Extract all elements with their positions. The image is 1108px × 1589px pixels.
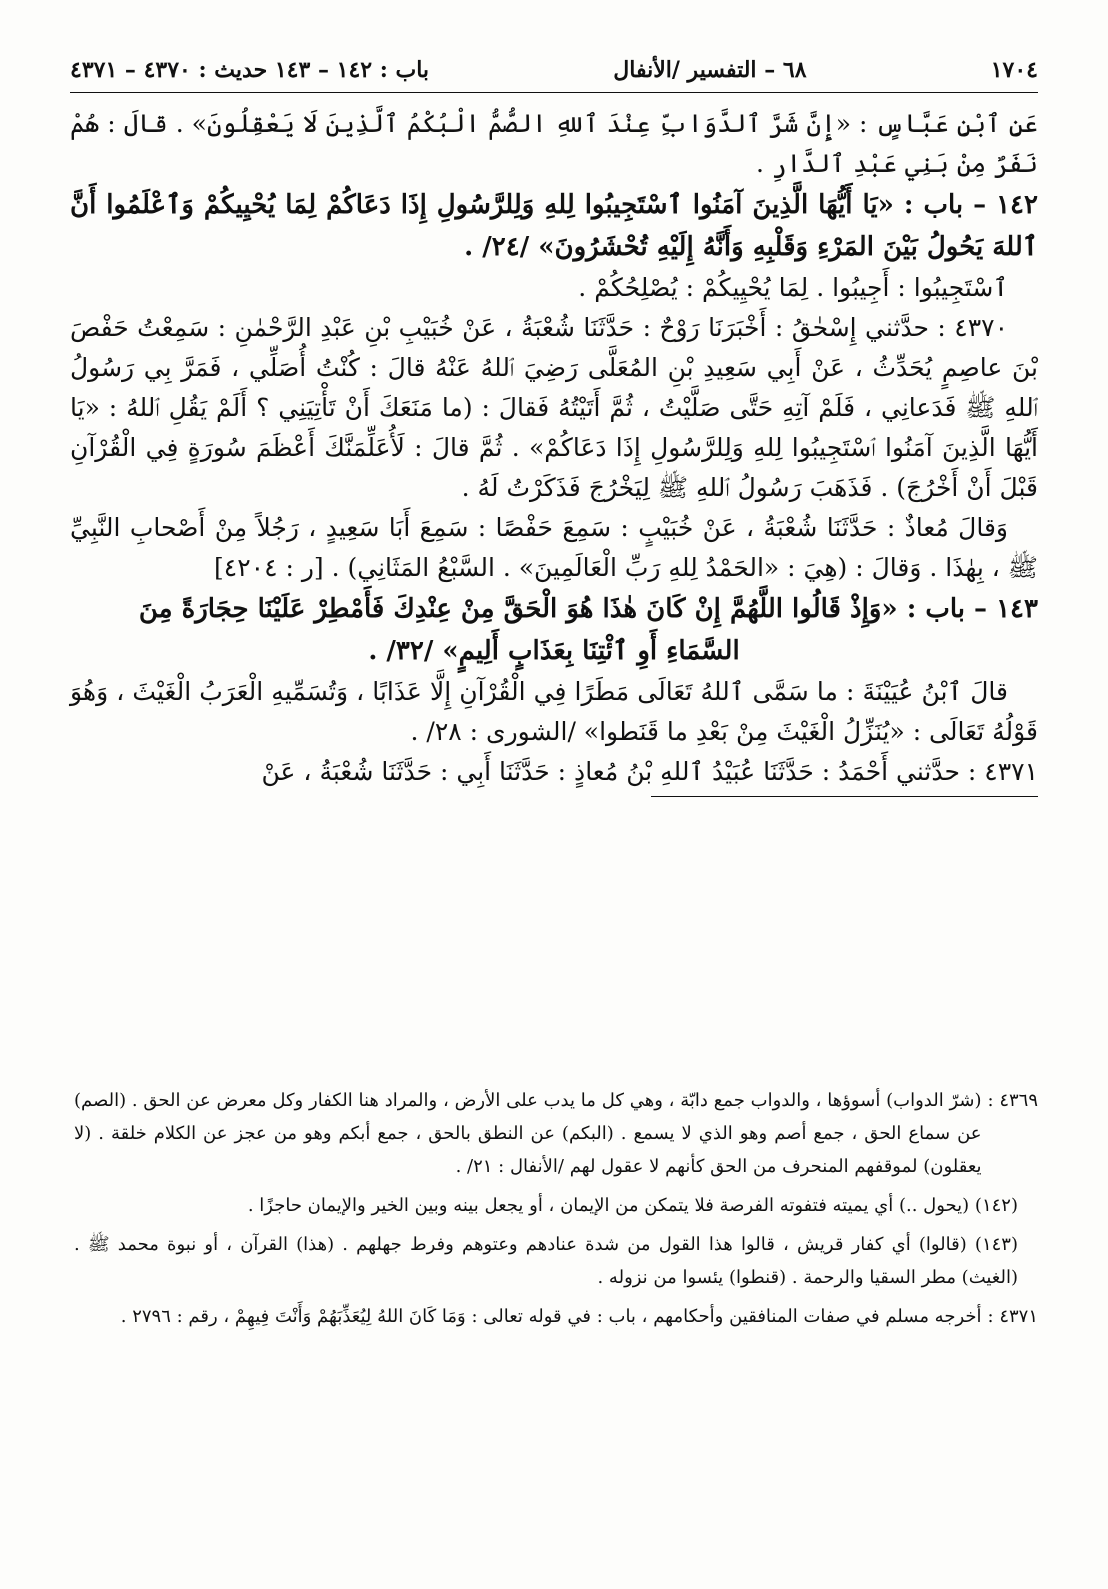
section-reference: باب : ١٤٢ – ١٤٣ حديث : ٤٣٧٠ – ٤٣٧١ [70,57,430,83]
page-number: ١٧٠٤ [990,57,1038,83]
chapter-title: ٦٨ – التفسير /الأنفال [613,57,807,83]
footnote-text: (١٤٢) (يحول ..) أي يميته فتفوته الفرصة فلا يتمكن من الإيمان ، أو يجعل بينه وبين الخير والإيمان حاجزًا . [247,1195,1018,1216]
footnote-text: أخرجه مسلم في صفات المنافقين وأحكامهم ، باب : في قوله تعالى : وَمَا كَانَ اللهُ لِيُعَذِّبَهُمْ وَأَنْتَ فِيهِمْ ، رقم : ٢٧٩٦ . [120,1306,982,1327]
chapter-143-line-1: ١٤٣ – باب : «وَإِذْ قَالُوا اللَّهُمَّ إِنْ كَانَ هٰذَا هُوَ الْحَقَّ مِنْ عِنْدِكَ فَأَمْطِرْ عَلَيْنَا حِجَارَةً مِنَ [138,594,1038,624]
footnote-number: ٤٣٦٩ : [987,1090,1038,1111]
paragraph-definition: ٱسْتَجِيبُوا : أَجِيبُوا . لِمَا يُحْيِيكُمْ : يُصْلِحُكُمْ . [578,273,1008,302]
paragraph-muadh: وَقالَ مُعاذٌ : حَدَّثَنَا شُعْبَةُ ، عَنْ خُبَيْبٍ : سَمِعَ حَفْصًا : سَمِعَ أَبَا سَعِيدٍ ، رَجُلاً مِنْ أَصْحابِ النَّبِيِّ ﷺ ، بِهٰذَا . وَقالَ : (هِيَ : «الحَمْدُ لِلهِ رَبِّ الْعَالَمِينَ» . السَّبْعُ المَثَانِي) . [ر : ٤٢٠٤] [70,513,1038,582]
footnote-text: (١٤٣) (قالوا) أي كفار قريش ، قالوا هذا القول من شدة عنادهم وعتوهم وفرط جهلهم . (هذا) القرآن ، أو نبوة محمد ﷺ . (الغيث) مطر السقيا والرحمة . (قنطوا) يئسوا من نزوله . [74,1234,1018,1288]
footnote-143 [74,1228,1038,1294]
footnote-number: ٤٣٧١ : [987,1306,1038,1327]
paragraph-ibn-abbas: عَنِ ٱبْنِ عَبَّاسٍ : «إِنَّ شَرَّ ٱلدَّوَابِّ عِنْدَ ٱللهِ الصُّمُّ الْبُكْمُ ٱلَّذِينَ لَا يَعْقِلُونَ» . قالَ : هُمْ نَفَرٌ مِنْ بَنِي عَبْدِ ٱلدَّارِ . [70,109,1038,178]
footnote-4369 [74,1084,1038,1183]
chapter-142-heading [70,184,1038,268]
footnote-142 [74,1189,1038,1222]
page-header [70,48,1038,93]
chapter-143-heading [70,588,1038,672]
chapter-142-text: ١٤٢ – باب : «يَا أَيُّهَا الَّذِينَ آمَنُوا ٱسْتَجِيبُوا لِلهِ وَلِلرَّسُولِ إِذَا دَعَاكُمْ لِمَا يُحْيِيكُمْ وَٱعْلَمُوا أَنَّ ٱللهَ يَحُولُ بَيْنَ المَرْءِ وَقَلْبِهِ وَأَنَّهُ إِلَيْهِ تُحْشَرُونَ» /٢٤/ . [70,190,1038,262]
paragraph-ibn-uyaynah: قالَ ٱبْنُ عُيَيْنَةَ : ما سَمَّى ٱللهُ تَعَالَى مَطَرًا فِي الْقُرْآنِ إِلَّا عَذَابًا ، وَتُسَمِّيهِ الْعَرَبُ الْغَيْثَ ، وَهُوَ قَوْلُهُ تَعَالَى : «يُنَزِّلُ الْغَيْثَ مِنْ بَعْدِ ما قَنَطوا» /الشورى : ٢٨/ . [70,677,1038,746]
footnote-text: (شرّ الدواب) أسوؤها ، والدواب جمع دابّة ، وهي كل ما يدب على الأرض ، والمراد هنا الكفار وكل معرض عن الحق . (الصم) عن سماع الحق ، جمع أصم وهو الذي لا يسمع . (البكم) عن النطق بالحق ، جمع أبكم وهو من عجز عن الكلام خلقة . (لا يعقلون) لموقفهم المنحرف من الحق كأنهم لا عقول لهم /الأنفال : ٢١/ . [74,1090,982,1177]
chapter-143-line-2: السَّمَاءِ أَوِ ٱئْتِنَا بِعَذَابٍ أَلِيمٍ» /٣٢/ . [368,636,740,666]
hadith-4371: ٤٣٧١ : حدَّثني أَحْمَدُ : حَدَّثَنَا عُبَيْدُ ٱللهِ بْنُ مُعاذٍ : حَدَّثَنَا أَبِي : حَدَّثَنَا شُعْبَةُ ، عَنْ [261,757,1038,786]
main-text [70,104,1038,801]
footnote-4371 [74,1300,1038,1333]
hadith-4370: ٤٣٧٠ : حدَّثني إِسْحٰقُ : أَخْبَرَنَا رَوْحٌ : حَدَّثَنَا شُعْبَةُ ، عَنْ خُبَيْبِ بْنِ عَبْدِ الرَّحْمٰنِ : سَمِعْتُ حَفْصَ بْنَ عاصِمٍ يُحَدِّثُ ، عَنْ أَبِي سَعِيدِ بْنِ المُعَلَّى رَضِيَ ٱللهُ عَنْهُ قالَ : كُنْتُ أُصَلِّي ، فَمَرَّ بِي رَسُولُ ٱللهِ ﷺ فَدَعانِي ، فَلَمْ آتِهِ حَتَّى صَلَّيْتُ ، ثُمَّ أَتَيْتُهُ فَقالَ : (ما مَنَعَكَ أَنْ تَأْتِيَنِي ؟ أَلَمْ يَقُلِ ٱللهُ : «يَا أَيُّهَا الَّذِينَ آمَنُوا ٱسْتَجِيبُوا لِلهِ وَلِلرَّسُولِ إِذَا دَعَاكُمْ» . ثُمَّ قالَ : لَأُعَلِّمَنَّكَ أَعْظَمَ سُورَةٍ فِي الْقُرْآنِ قَبْلَ أَنْ أَخْرُجَ) . فَذَهَبَ رَسُولُ ٱللهِ ﷺ لِيَخْرُجَ فَذَكَرْتُ لَهُ . [70,313,1038,502]
footnotes [74,1084,1038,1339]
footnote-separator [651,796,1038,797]
